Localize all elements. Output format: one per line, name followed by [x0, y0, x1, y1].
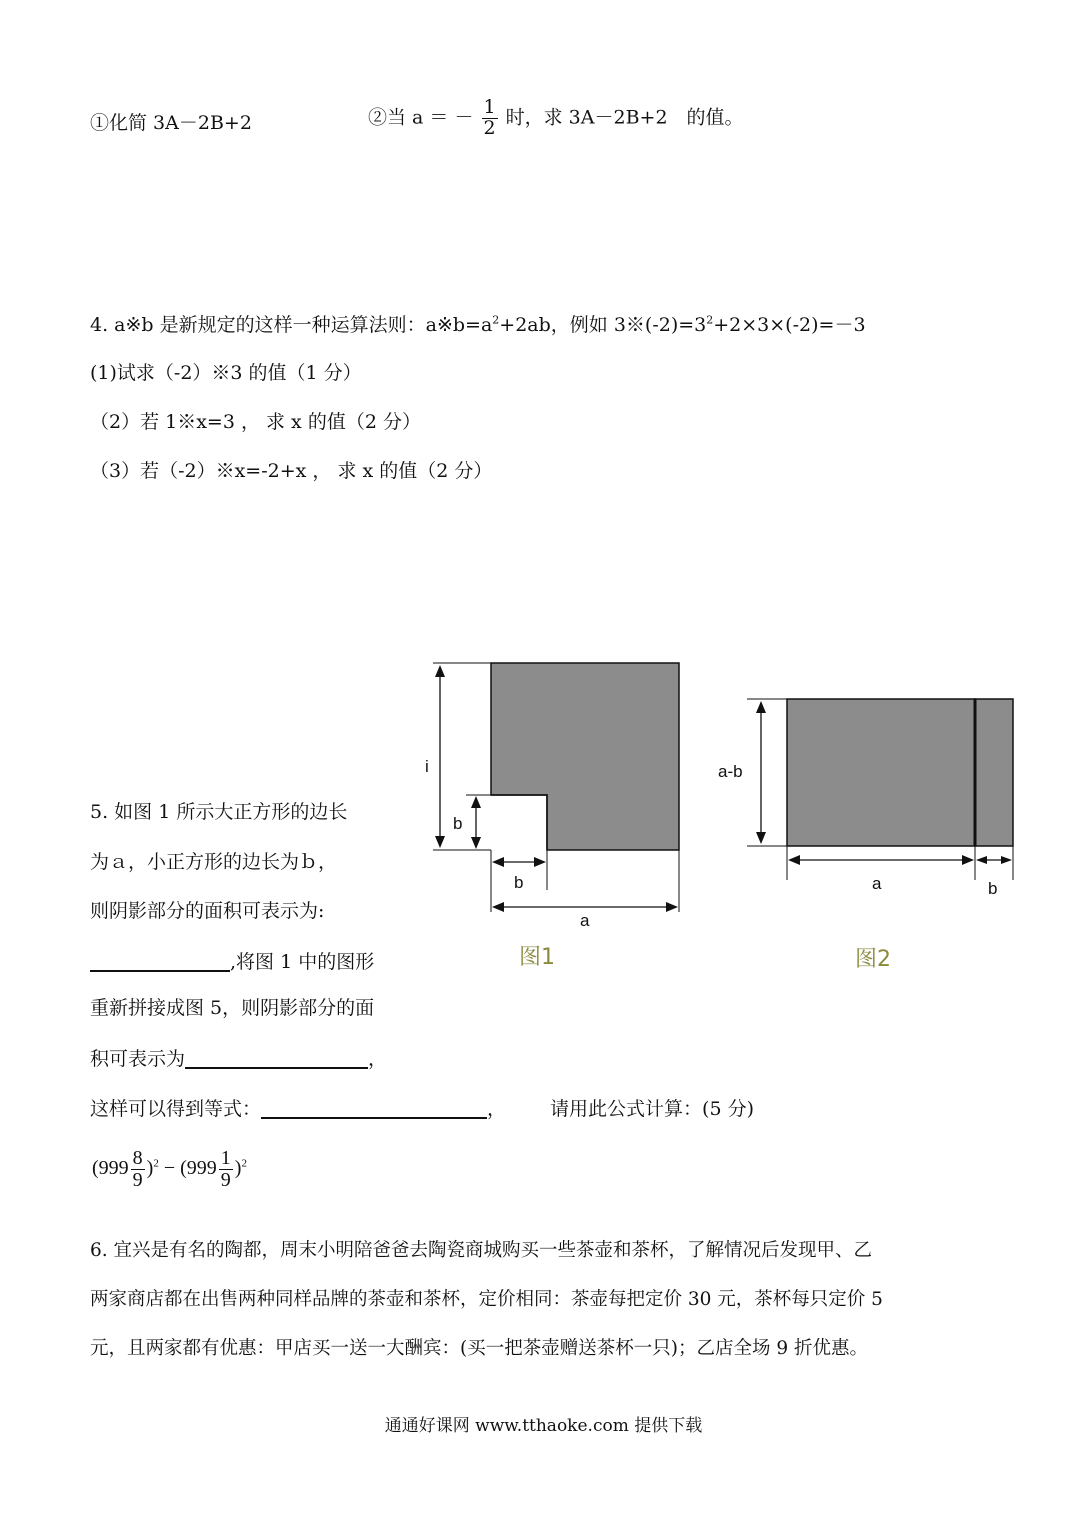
fig2-rect-a	[787, 699, 975, 846]
answer-blank-3[interactable]	[261, 1097, 487, 1119]
fig1-label-a-side: i	[425, 757, 429, 776]
page-footer: 通通好课网 www.tthaoke.com 提供下载	[384, 1416, 703, 1436]
figure-2	[718, 699, 1013, 898]
q4-item3: （3）若（-2）※x=-2+x ， 求 x 的值（2 分）	[90, 460, 493, 482]
fig1-label-b-side: b	[453, 814, 463, 833]
fig2-label-a: a	[872, 874, 882, 893]
q4-intro: 4. a※b 是新规定的这样一种运算法则：$a※b=a^2+2ab$，例如 $3※(-2)=3^2+2\times 3\times(-2)=-3$	[90, 313, 866, 336]
q4-item2: （2）若 1※x=3 ， 求 x 的值（2 分）	[90, 411, 421, 433]
q5-line4: ,将图 1 中的图形	[90, 950, 374, 972]
fig1-label-a-bottom: a	[580, 911, 590, 930]
q3-part2-prefix: ②当 a ＝ －	[368, 106, 474, 129]
fig1-caption: 图1	[519, 945, 555, 970]
fraction-one-ninth: $\frac{1}{9}$	[220, 1147, 231, 1191]
fig2-label-ab: a-b	[718, 762, 743, 781]
q5-line2: 为ａ，小正方形的边长为ｂ，	[90, 851, 338, 873]
fig2-caption: 图2	[855, 947, 891, 972]
fig1-small-square	[491, 795, 547, 850]
fig1-shaded-region	[491, 663, 679, 850]
fig2-rect-b	[975, 699, 1013, 846]
q5-line1: 5. 如图 1 所示大正方形的边长	[90, 801, 348, 823]
q6-line2: 两家商店都在出售两种同样品牌的茶壶和茶杯，定价相同：茶壶每把定价 30 元，茶杯每只定价 5	[90, 1289, 883, 1310]
q5-line7: 这样可以得到等式： ， 请用此公式计算：(5 分)	[90, 1098, 754, 1120]
q3-part2-suffix: 时，求 3A－2B+2 的值。	[505, 106, 744, 129]
figure-1	[425, 663, 679, 930]
q3-part1: ①化简 3A－2B+2	[90, 112, 252, 134]
q6-line1: 6. 宜兴是有名的陶都，周末小明陪爸爸去陶瓷商城购买一些茶壶和茶杯，了解情况后发现甲、乙	[90, 1240, 873, 1261]
fig2-label-b: b	[988, 879, 998, 898]
q5-formula: (999 $\frac{8}{9}$ )$^2$ − (999 $\frac{1}{9}$ )$^2$	[92, 1147, 247, 1191]
q4-item1: (1)试求（-2）※3 的值（1 分）	[90, 362, 362, 384]
q5-line3: 则阴影部分的面积可表示为:	[90, 900, 325, 922]
fraction-eight-ninths: $\frac{8}{9}$	[132, 1147, 143, 1191]
answer-blank-2[interactable]	[185, 1047, 368, 1069]
fig1-label-b-bottom: b	[514, 873, 524, 892]
q6-line3: 元，且两家都有优惠：甲店买一送一大酬宾：(买一把茶壶赠送茶杯一只)；乙店全场 9 折优惠。	[90, 1338, 868, 1359]
fraction-one-half: $\frac{1}{2}$	[483, 96, 496, 139]
answer-blank-1[interactable]	[90, 950, 230, 972]
q5-line6: 积可表示为 ，	[90, 1048, 388, 1070]
q5-line5: 重新拼接成图 5，则阴影部分的面	[90, 997, 375, 1019]
